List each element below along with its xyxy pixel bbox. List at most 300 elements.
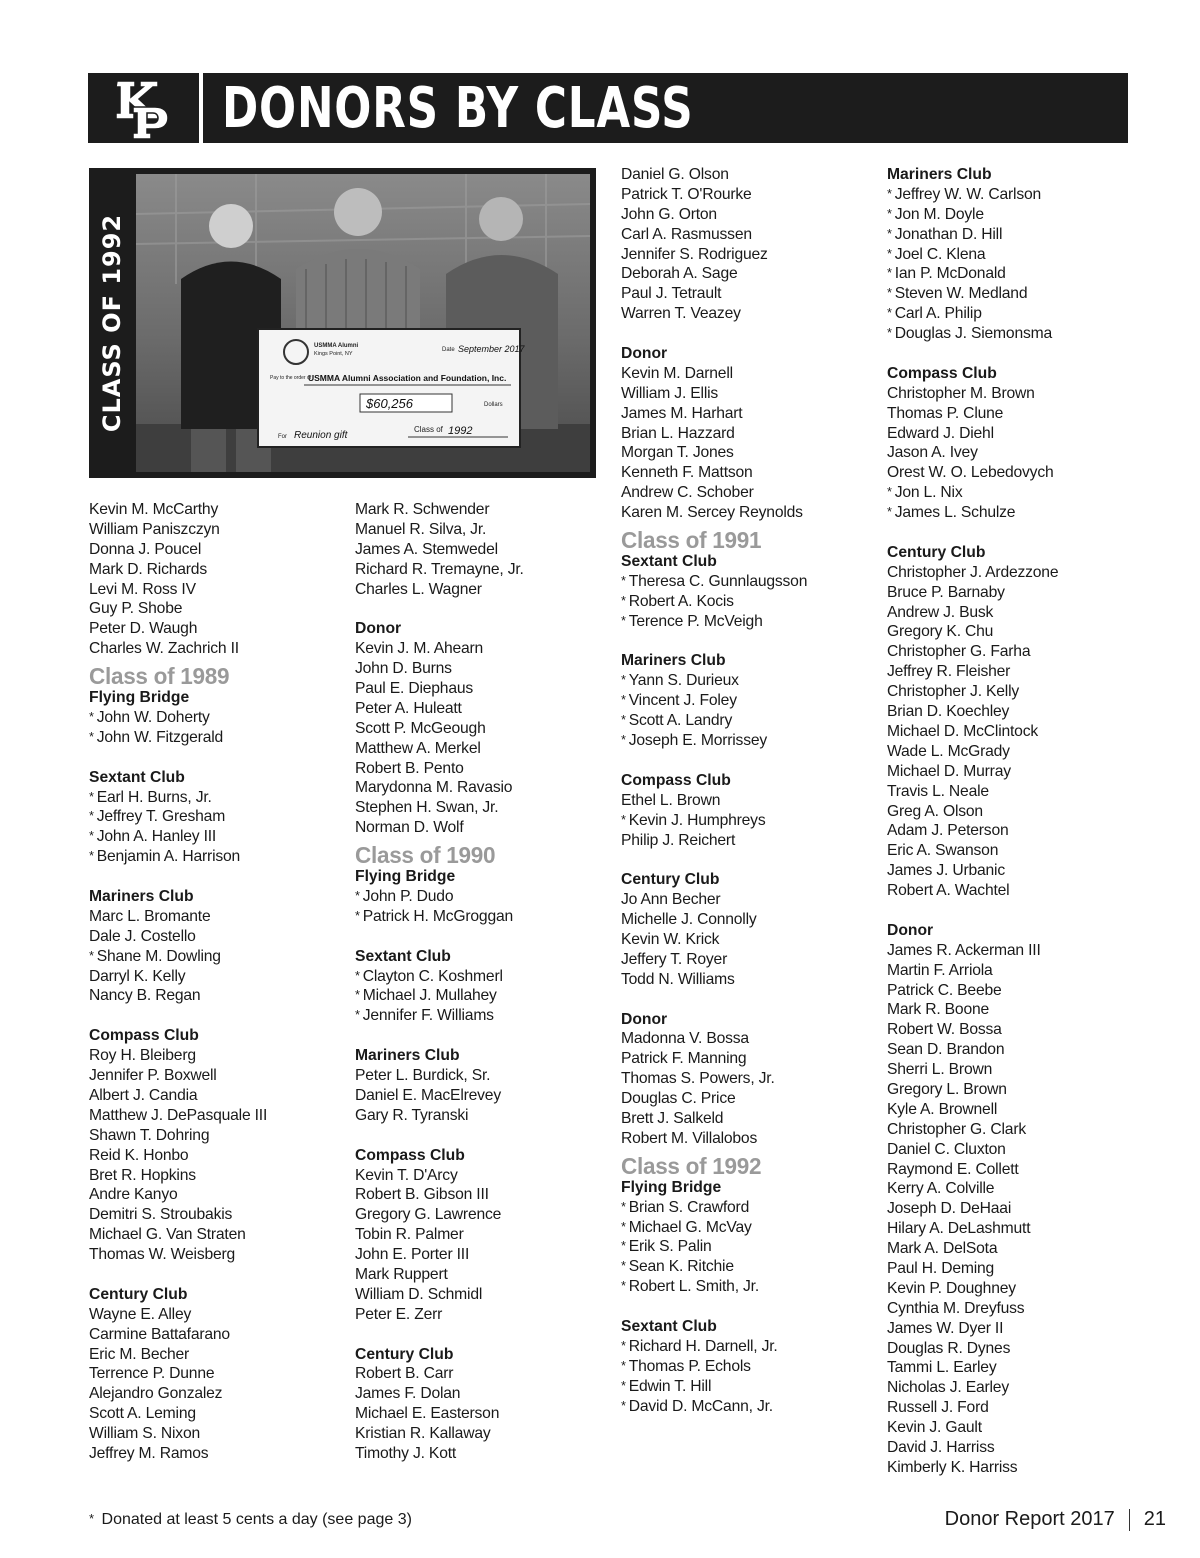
donor-name bbox=[887, 821, 1132, 841]
donor-name-text: Jon M. Doyle bbox=[894, 205, 984, 223]
donor-name-text: Jennifer F. Williams bbox=[362, 1007, 494, 1025]
donor-name-text: Robert A. Wachtel bbox=[887, 882, 1010, 900]
donor-name-text: Daniel E. MacElrevey bbox=[355, 1086, 501, 1104]
donor-name bbox=[89, 1166, 334, 1186]
donor-name bbox=[89, 619, 334, 639]
donor-name bbox=[887, 384, 1132, 404]
donor-name bbox=[355, 1205, 600, 1225]
donor-name-text: Robert W. Bossa bbox=[887, 1021, 1002, 1039]
donor-name bbox=[621, 791, 866, 811]
donor-name-text: Scott A. Leming bbox=[89, 1405, 196, 1423]
donor-name bbox=[355, 798, 600, 818]
section-gap bbox=[621, 990, 866, 1010]
donor-name bbox=[887, 1339, 1132, 1359]
donor-name bbox=[89, 540, 334, 560]
donor-name-text: Jeffrey W. W. Carlson bbox=[894, 185, 1042, 203]
donor-name-text: John D. Burns bbox=[355, 660, 452, 678]
donor-name-text: Gregory K. Chu bbox=[887, 623, 994, 641]
donor-name-text: Christopher G. Farha bbox=[887, 643, 1031, 661]
donor-name-text: Ethel L. Brown bbox=[621, 791, 721, 809]
donor-name-text: Brian D. Koechley bbox=[887, 703, 1010, 721]
donor-name-text: Tammi L. Earley bbox=[887, 1359, 997, 1377]
donor-name-text: Kevin M. Darnell bbox=[621, 364, 733, 382]
donor-name bbox=[887, 1279, 1132, 1299]
page-title: DONORS BY CLASS bbox=[222, 76, 694, 141]
donor-name-text: Jeffrey M. Ramos bbox=[89, 1444, 209, 1462]
donor-name-text: Peter E. Zerr bbox=[355, 1305, 443, 1323]
donor-name-text: Alejandro Gonzalez bbox=[89, 1385, 223, 1403]
donor-name-text: Earl H. Burns, Jr. bbox=[96, 788, 212, 806]
donor-name bbox=[355, 540, 600, 560]
donor-level-heading: Flying Bridge bbox=[89, 689, 190, 707]
donor-name-starred bbox=[355, 907, 600, 927]
donor-name bbox=[887, 463, 1132, 483]
donor-name-starred bbox=[355, 986, 600, 1006]
donor-name-text: Brian L. Hazzard bbox=[621, 424, 735, 442]
donor-name bbox=[89, 986, 334, 1006]
star-marker: * bbox=[621, 732, 626, 748]
check-class-label: Class of bbox=[414, 425, 443, 434]
photo-side-bar bbox=[89, 168, 135, 478]
donor-name-text: David D. McCann, Jr. bbox=[628, 1397, 773, 1415]
star-marker: * bbox=[621, 592, 626, 608]
donor-name-text: Patrick C. Beebe bbox=[887, 981, 1002, 999]
donor-name-text: John W. Doherty bbox=[96, 709, 210, 727]
star-marker: * bbox=[621, 1337, 626, 1353]
donor-name-text: John E. Porter III bbox=[355, 1246, 470, 1264]
donor-name bbox=[887, 722, 1132, 742]
donor-name-text: Guy P. Shobe bbox=[89, 600, 183, 618]
donor-name-text: Sean K. Ritchie bbox=[628, 1258, 734, 1276]
donor-name-starred bbox=[89, 807, 334, 827]
donor-name-text: Theresa C. Gunnlaugsson bbox=[628, 572, 808, 590]
donor-name-text: Eric M. Becher bbox=[89, 1345, 190, 1363]
donor-name-text: Bruce P. Barnaby bbox=[887, 583, 1005, 601]
star-marker: * bbox=[887, 205, 892, 221]
donor-name bbox=[355, 759, 600, 779]
donor-name bbox=[355, 639, 600, 659]
donor-name bbox=[89, 1345, 334, 1365]
section-gap bbox=[621, 1297, 866, 1317]
donor-name bbox=[89, 520, 334, 540]
star-marker: * bbox=[887, 285, 892, 301]
donor-name bbox=[887, 563, 1132, 583]
donor-name-starred bbox=[89, 847, 334, 867]
donor-name-starred bbox=[621, 1218, 866, 1238]
star-marker: * bbox=[887, 504, 892, 520]
donor-name-starred bbox=[621, 1357, 866, 1377]
donor-name bbox=[887, 1398, 1132, 1418]
donor-name-text: Mark R. Schwender bbox=[355, 501, 490, 518]
donor-level-heading: Compass Club bbox=[355, 1146, 465, 1164]
kp-logo bbox=[88, 73, 194, 143]
donor-name-text: Hilary A. DeLashmutt bbox=[887, 1220, 1031, 1238]
donor-name-text: Travis L. Neale bbox=[887, 782, 989, 800]
donor-level-heading: Flying Bridge bbox=[355, 868, 456, 886]
donor-level-heading: Donor bbox=[355, 620, 402, 638]
check-org-line1: USMMA Alumni bbox=[314, 343, 359, 349]
donor-name bbox=[621, 950, 866, 970]
donor-name bbox=[887, 622, 1132, 642]
donor-level-heading: Sextant Club bbox=[355, 947, 451, 965]
donor-level-heading: Compass Club bbox=[887, 364, 997, 382]
donor-name-text: Jeffery T. Royer bbox=[621, 950, 728, 968]
star-marker: * bbox=[621, 1238, 626, 1254]
donor-name bbox=[621, 284, 866, 304]
class-year-heading: Class of 1989 bbox=[89, 663, 230, 690]
check-for-label: For bbox=[278, 434, 287, 440]
donor-name bbox=[621, 424, 866, 444]
donor-name-text: Kevin J. M. Ahearn bbox=[355, 640, 484, 658]
donor-name bbox=[89, 1146, 334, 1166]
donor-name-text: Erik S. Palin bbox=[628, 1238, 712, 1256]
section-gap bbox=[355, 1126, 600, 1146]
donor-name bbox=[887, 802, 1132, 822]
donor-name bbox=[89, 1364, 334, 1384]
donor-name-text: Joel C. Klena bbox=[894, 245, 986, 263]
donor-level-heading: Century Club bbox=[887, 543, 986, 561]
donor-name bbox=[355, 1185, 600, 1205]
star-marker: * bbox=[89, 728, 94, 744]
check-memo: Reunion gift bbox=[294, 430, 348, 441]
donor-name-starred bbox=[621, 811, 866, 831]
donor-name-text: Edwin T. Hill bbox=[628, 1377, 712, 1395]
donor-name-text: Deborah A. Sage bbox=[621, 265, 738, 283]
donor-name-starred bbox=[887, 225, 1132, 245]
donor-name-text: Kevin P. Doughney bbox=[887, 1279, 1016, 1297]
donor-name bbox=[89, 580, 334, 600]
donor-name-text: Patrick F. Manning bbox=[621, 1050, 747, 1068]
donor-name-text: Adam J. Peterson bbox=[887, 822, 1009, 840]
donor-name bbox=[887, 1239, 1132, 1259]
donor-name bbox=[887, 702, 1132, 722]
donor-name bbox=[89, 1126, 334, 1146]
donor-name bbox=[887, 443, 1132, 463]
donor-name-text: Jon L. Nix bbox=[894, 484, 963, 502]
donor-level-heading: Donor bbox=[621, 1010, 668, 1028]
donor-name-text: Todd N. Williams bbox=[621, 970, 735, 988]
donor-name bbox=[621, 463, 866, 483]
photo-side-label: CLASS OF 1992 bbox=[98, 213, 126, 433]
donor-name-text: Mark Ruppert bbox=[355, 1265, 448, 1283]
donor-name-text: Michael J. Mullahey bbox=[362, 987, 497, 1005]
donor-name-text: Richard H. Darnell, Jr. bbox=[628, 1337, 778, 1355]
donor-name-text: Levi M. Ross IV bbox=[89, 580, 196, 598]
donor-name-text: Thomas P. Echols bbox=[628, 1357, 751, 1375]
donor-name bbox=[621, 185, 866, 205]
donor-name bbox=[621, 1029, 866, 1049]
star-marker: * bbox=[355, 967, 360, 983]
donor-name bbox=[355, 778, 600, 798]
donor-name-text: Robert B. Pento bbox=[355, 759, 464, 777]
donor-name bbox=[621, 890, 866, 910]
donor-name-text: William Paniszczyn bbox=[89, 520, 220, 538]
donor-name-text: Thomas S. Powers, Jr. bbox=[621, 1070, 775, 1088]
donor-name-text: Dale J. Costello bbox=[89, 927, 196, 945]
donor-name-starred bbox=[621, 711, 866, 731]
donor-name-text: Thomas W. Weisberg bbox=[89, 1246, 236, 1264]
donor-name-text: Bret R. Hopkins bbox=[89, 1166, 196, 1184]
class-photo-block bbox=[89, 168, 596, 478]
donor-name-text: John A. Hanley III bbox=[96, 828, 217, 846]
donor-name-text: Jo Ann Becher bbox=[621, 891, 721, 909]
page-number: 21 bbox=[1143, 1508, 1166, 1530]
donor-name-text: Douglas R. Dynes bbox=[887, 1339, 1011, 1357]
donor-name bbox=[355, 560, 600, 580]
check-dollars-label: Dollars bbox=[484, 402, 503, 408]
donor-name bbox=[887, 861, 1132, 881]
star-marker: * bbox=[89, 947, 94, 963]
star-marker: * bbox=[621, 1218, 626, 1234]
donor-level-heading: Mariners Club bbox=[89, 888, 194, 906]
donor-name-starred bbox=[355, 967, 600, 987]
donor-name-text: Wade L. McGrady bbox=[887, 742, 1010, 760]
donor-level-heading: Century Club bbox=[621, 871, 720, 889]
donor-name-text: Jennifer S. Rodriguez bbox=[621, 245, 768, 263]
donor-name bbox=[355, 719, 600, 739]
report-title: Donor Report 2017 bbox=[944, 1508, 1115, 1530]
donor-name bbox=[355, 1265, 600, 1285]
donor-name-text: James M. Harhart bbox=[621, 404, 743, 422]
section-gap bbox=[621, 632, 866, 652]
star-marker: * bbox=[89, 848, 94, 864]
donor-name-text: Christopher M. Brown bbox=[887, 384, 1035, 402]
check-org-line2: Kings Point, NY bbox=[314, 351, 353, 357]
star-marker: * bbox=[621, 811, 626, 827]
donor-name bbox=[621, 483, 866, 503]
star-marker: * bbox=[887, 185, 892, 201]
donor-name-text: Donna J. Poucel bbox=[89, 540, 202, 558]
donor-name-text: Albert J. Candia bbox=[89, 1086, 198, 1104]
donor-column-4 bbox=[887, 165, 1132, 1478]
banner-divider bbox=[199, 73, 203, 143]
donor-level-heading: Compass Club bbox=[89, 1027, 199, 1045]
donor-name-starred bbox=[887, 245, 1132, 265]
donor-name bbox=[621, 245, 866, 265]
donor-name-text: Michael D. McClintock bbox=[887, 722, 1038, 740]
donor-name-text: Christopher J. Kelly bbox=[887, 683, 1020, 701]
donor-name bbox=[355, 1245, 600, 1265]
donor-name-text: William S. Nixon bbox=[89, 1425, 201, 1443]
donor-name bbox=[89, 1066, 334, 1086]
donor-name-starred bbox=[89, 728, 334, 748]
donor-name bbox=[89, 1404, 334, 1424]
donor-name-text: Jeffrey T. Gresham bbox=[96, 808, 226, 826]
donor-name-text: Douglas J. Siemonsma bbox=[894, 325, 1053, 343]
class-year-heading: Class of 1991 bbox=[621, 527, 762, 554]
donor-name bbox=[887, 1418, 1132, 1438]
donor-name bbox=[621, 1129, 866, 1149]
section-gap bbox=[89, 1265, 334, 1285]
donor-name-text: Daniel C. Cluxton bbox=[887, 1140, 1006, 1158]
donor-name bbox=[887, 1219, 1132, 1239]
donor-name-text: Paul J. Tetrault bbox=[621, 285, 722, 303]
donor-name bbox=[887, 682, 1132, 702]
donor-name-text: Jeffrey R. Fleisher bbox=[887, 663, 1011, 681]
star-marker: * bbox=[887, 225, 892, 241]
star-marker: * bbox=[621, 692, 626, 708]
donor-column-1 bbox=[89, 500, 334, 1464]
donor-name-text: Christopher J. Ardezzone bbox=[887, 563, 1059, 581]
donor-name-text: Marydonna M. Ravasio bbox=[355, 779, 513, 797]
donor-name-starred bbox=[621, 1237, 866, 1257]
donor-name-text: James R. Ackerman III bbox=[887, 941, 1041, 959]
footer-note bbox=[89, 1511, 412, 1529]
star-marker: * bbox=[89, 828, 94, 844]
donor-name-text: Eric A. Swanson bbox=[887, 842, 999, 860]
donor-name-text: Carmine Battafarano bbox=[89, 1325, 230, 1343]
donor-name bbox=[355, 500, 600, 520]
check-payto-label: Pay to the order of bbox=[270, 375, 312, 381]
donor-name bbox=[887, 941, 1132, 961]
donor-name bbox=[355, 679, 600, 699]
donor-name bbox=[621, 1109, 866, 1129]
donor-name bbox=[887, 1378, 1132, 1398]
donor-name bbox=[887, 1160, 1132, 1180]
donor-name bbox=[887, 1438, 1132, 1458]
donor-name-starred bbox=[621, 671, 866, 691]
donor-name bbox=[355, 1404, 600, 1424]
star-marker: * bbox=[887, 325, 892, 341]
donor-name-text: Patrick H. McGroggan bbox=[362, 907, 514, 925]
check-class-value: 1992 bbox=[448, 425, 473, 437]
donor-name bbox=[89, 599, 334, 619]
section-gap bbox=[89, 867, 334, 887]
donor-name bbox=[89, 1046, 334, 1066]
donor-name bbox=[89, 907, 334, 927]
donor-column-2 bbox=[355, 500, 600, 1464]
donor-name bbox=[621, 443, 866, 463]
donor-name-text: Orest W. O. Lebedovych bbox=[887, 464, 1054, 482]
donor-name bbox=[89, 1245, 334, 1265]
donor-name-starred bbox=[887, 185, 1132, 205]
donor-name-starred bbox=[621, 1198, 866, 1218]
donor-name-text: Gary R. Tyranski bbox=[355, 1106, 469, 1124]
donor-name-starred bbox=[621, 572, 866, 592]
donor-name-text: Carl A. Philip bbox=[894, 305, 982, 323]
donor-name bbox=[89, 560, 334, 580]
donor-name bbox=[621, 1089, 866, 1109]
donor-name bbox=[621, 1069, 866, 1089]
donor-name-text: Christopher G. Clark bbox=[887, 1120, 1026, 1138]
donor-name bbox=[887, 782, 1132, 802]
donor-name-text: Martin F. Arriola bbox=[887, 961, 993, 979]
section-gap bbox=[621, 324, 866, 344]
section-gap bbox=[887, 344, 1132, 364]
donor-name bbox=[887, 662, 1132, 682]
donor-name-text: Roy H. Bleiberg bbox=[89, 1047, 196, 1065]
star-marker: * bbox=[621, 672, 626, 688]
section-gap bbox=[355, 1325, 600, 1345]
donor-name bbox=[887, 1179, 1132, 1199]
donor-name-text: Reid K. Honbo bbox=[89, 1146, 189, 1164]
donation-check bbox=[258, 329, 526, 447]
donor-level-heading: Century Club bbox=[89, 1285, 188, 1303]
donor-name bbox=[355, 699, 600, 719]
donor-name-starred bbox=[89, 947, 334, 967]
donor-name-text: Timothy J. Kott bbox=[355, 1444, 457, 1462]
star-marker: * bbox=[355, 1007, 360, 1023]
donor-name-text: Michael D. Murray bbox=[887, 762, 1011, 780]
donor-name bbox=[887, 1080, 1132, 1100]
donor-name bbox=[887, 1458, 1132, 1478]
donor-name-text: Shawn T. Dohring bbox=[89, 1126, 210, 1144]
donor-name-starred bbox=[887, 284, 1132, 304]
donor-name-text: Paul H. Deming bbox=[887, 1259, 995, 1277]
donor-name-text: Mark R. Boone bbox=[887, 1001, 990, 1019]
donor-name-text: Patrick T. O'Rourke bbox=[621, 185, 752, 203]
donor-name-text: Kevin T. D'Arcy bbox=[355, 1166, 458, 1184]
donor-name-text: Michael G. McVay bbox=[628, 1218, 752, 1236]
star-marker: * bbox=[621, 1377, 626, 1393]
donor-name-text: Ian P. McDonald bbox=[894, 265, 1006, 283]
donor-name-starred bbox=[621, 612, 866, 632]
donor-level-heading: Mariners Club bbox=[355, 1047, 460, 1065]
donor-name bbox=[355, 739, 600, 759]
donor-name bbox=[355, 1305, 600, 1325]
donor-name-text: Edward J. Diehl bbox=[887, 424, 994, 442]
donor-name-text: John G. Orton bbox=[621, 205, 717, 223]
donor-name-text: Manuel R. Silva, Jr. bbox=[355, 520, 487, 538]
donor-name-text: Warren T. Veazey bbox=[621, 305, 741, 323]
star-marker: * bbox=[355, 907, 360, 923]
donor-name-text: Shane M. Dowling bbox=[96, 947, 221, 965]
donor-name-starred bbox=[355, 1006, 600, 1026]
donor-name bbox=[621, 503, 866, 523]
donor-name bbox=[621, 384, 866, 404]
donor-name-text: James F. Dolan bbox=[355, 1385, 461, 1403]
donor-name-text: William D. Schmidl bbox=[355, 1285, 483, 1303]
donor-name bbox=[89, 1185, 334, 1205]
star-marker: * bbox=[621, 572, 626, 588]
donor-name-text: Kevin J. Gault bbox=[887, 1419, 982, 1437]
donor-name-text: Michael G. Van Straten bbox=[89, 1226, 246, 1244]
donor-level-heading: Flying Bridge bbox=[621, 1178, 722, 1196]
donor-name-text: Robert L. Smith, Jr. bbox=[628, 1278, 759, 1296]
donor-level-heading: Sextant Club bbox=[621, 553, 717, 571]
check-date-value: September 2017 bbox=[458, 344, 525, 354]
donor-name-text: William J. Ellis bbox=[621, 384, 719, 402]
donor-name-text: Raymond E. Collett bbox=[887, 1160, 1019, 1178]
donor-name-text: Brett J. Salkeld bbox=[621, 1109, 724, 1127]
donor-name bbox=[621, 225, 866, 245]
footer-star: * bbox=[89, 1511, 95, 1526]
donor-name-text: Nicholas J. Earley bbox=[887, 1379, 1009, 1397]
donor-name bbox=[89, 927, 334, 947]
donor-level-heading: Donor bbox=[621, 345, 668, 363]
donor-name-text: Charles L. Wagner bbox=[355, 580, 482, 598]
donor-name-text: Robert B. Gibson III bbox=[355, 1186, 489, 1204]
kp-logo-icon bbox=[111, 77, 171, 139]
donor-name bbox=[89, 1086, 334, 1106]
donor-name-text: Andrew J. Busk bbox=[887, 603, 994, 621]
donor-name-starred bbox=[621, 1377, 866, 1397]
star-marker: * bbox=[89, 709, 94, 725]
donor-name bbox=[887, 1040, 1132, 1060]
donor-name bbox=[887, 762, 1132, 782]
donor-name bbox=[887, 961, 1132, 981]
donor-name bbox=[621, 205, 866, 225]
donor-name-text: Nancy B. Regan bbox=[89, 987, 201, 1005]
donor-name bbox=[887, 424, 1132, 444]
donor-name-starred bbox=[621, 592, 866, 612]
donor-name-text: Darryl K. Kelly bbox=[89, 967, 186, 985]
donor-name bbox=[89, 1106, 334, 1126]
donor-name-text: James J. Urbanic bbox=[887, 862, 1005, 880]
donor-name-starred bbox=[621, 1397, 866, 1417]
donor-name-text: Norman D. Wolf bbox=[355, 819, 464, 837]
star-marker: * bbox=[621, 1198, 626, 1214]
